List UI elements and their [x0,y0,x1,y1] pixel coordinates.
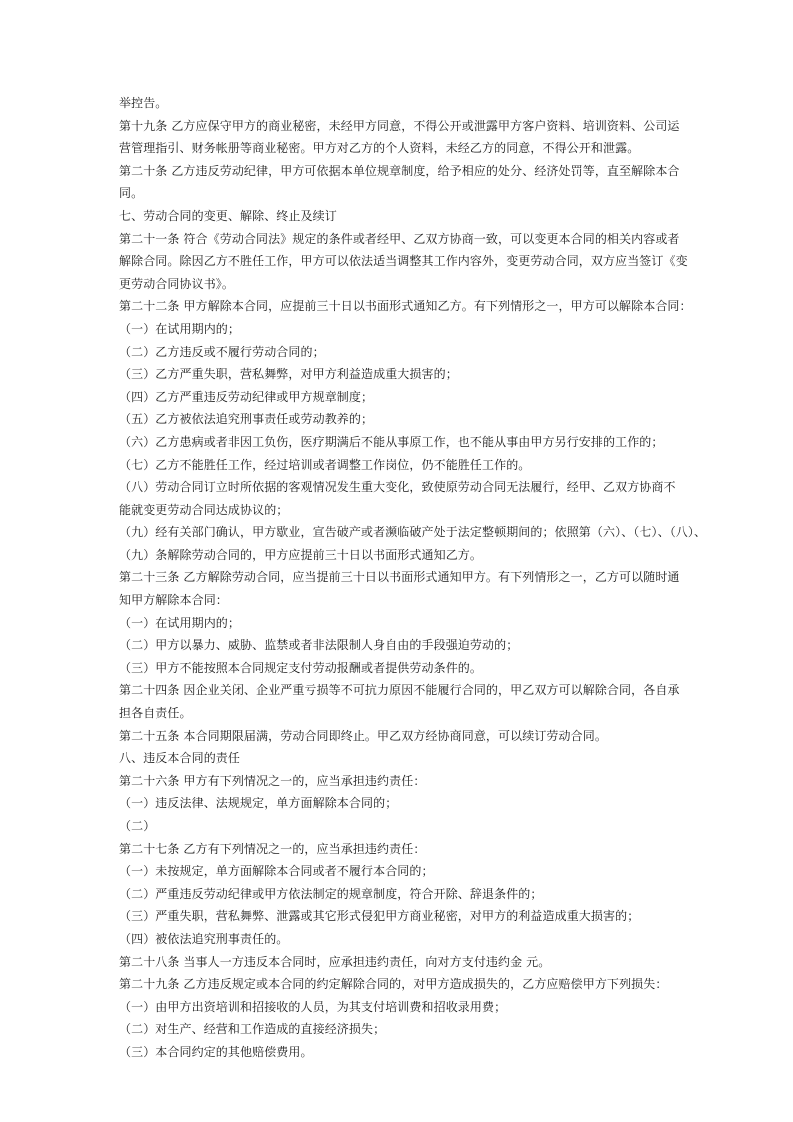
text-line: 第十九条 乙方应保守甲方的商业秘密，未经甲方同意，不得公开或泄露甲方客户资料、培训资料、公司运 [119,118,680,133]
text-line: 八、违反本合同的责任 [119,751,241,766]
text-line: 第二十七条 乙方有下列情况之一的，应当承担违约责任： [119,841,426,856]
text-line: 第二十四条 因企业关闭、企业严重亏损等不可抗力原因不能履行合同的，甲乙双方可以解除合同，各自承 [119,683,680,698]
text-line: 第二十条 乙方违反劳动纪律，甲方可依据本单位规章制度，给予相应的处分、经济处罚等，直至解除本合 [119,163,680,178]
text-line: 解除合同。除因乙方不胜任工作，甲方可以依法适当调整其工作内容外，变更劳动合同，双方应当签订《变 [119,254,688,269]
text-line: （一）在试用期内的； [119,615,241,630]
text-line: 第二十二条 甲方解除本合同，应提前三十日以书面形式通知乙方。有下列情形之一，甲方可以解除本合同： [119,299,692,314]
text-line: 更劳动合同协议书》。 [119,276,235,291]
text-line: 同。 [119,186,144,201]
text-line: （一）未按规定，单方面解除本合同或者不履行本合同的； [119,864,434,879]
text-line: （三）严重失职，营私舞弊、泄露或其它形式侵犯甲方商业秘密，对甲方的利益造成重大损害的； [119,909,640,924]
text-line: （四）乙方严重违反劳动纪律或甲方规章制度； [119,389,374,404]
text-line: 第二十六条 甲方有下列情况之一的，应当承担违约责任： [119,773,426,788]
text-line: 举控告。 [119,96,168,110]
text-line: （九）经有关部门确认，甲方歇业，宣告破产或者濒临破产处于法定整顿期间的；依照第（六）、（七）、（八）、 [119,525,707,540]
text-line: （三）本合同约定的其他赔偿费用。 [119,1044,313,1059]
text-line: （三）乙方严重失职，营私舞弊，对甲方利益造成重大损害的； [119,367,458,382]
text-line: 能就变更劳动合同达成协议的； [119,502,289,517]
text-line: （二） [119,819,156,833]
text-line: 第二十九条 乙方违反规定或本合同的约定解除合同的，对甲方造成损失的，乙方应赔偿甲方下列损失： [119,977,668,992]
text-line: （二）甲方以暴力、威胁、监禁或者非法限制人身自由的手段强迫劳动的； [119,638,519,653]
text-line: 第二十三条 乙方解除劳动合同，应当提前三十日以书面形式通知甲方。有下列情形之一，乙方可以随时通 [119,570,680,585]
text-line: （二）对生产、经营和工作造成的直接经济损失； [119,1022,386,1037]
text-line: 第二十五条 本合同期限届满，劳动合同即终止。甲乙双方经协商同意，可以续订劳动合同。 [119,728,607,743]
text-line: （四）被依法追究刑事责任的。 [119,931,289,946]
text-line: （七）乙方不能胜任工作，经过培训或者调整工作岗位，仍不能胜任工作的。 [119,457,531,472]
text-line: 营管理指引、财务帐册等商业秘密。甲方对乙方的个人资料，未经乙方的同意，不得公开和泄露。 [119,141,640,156]
text-line: （一）违反法律、法规规定，单方面解除本合同的； [119,796,398,811]
text-line: 第二十一条 符合《劳动合同法》规定的条件或者经甲、乙双方协商一致，可以变更本合同的相关内容或者 [119,231,680,246]
text-line: 七、劳动合同的变更、解除、终止及续订 [119,208,337,223]
text-line: 知甲方解除本合同： [119,593,228,608]
text-line: （五）乙方被依法追究刑事责任或劳动教养的； [119,412,374,427]
text-line: （二）乙方违反或不履行劳动合同的； [119,344,325,359]
text-line: 第二十八条 当事人一方违反本合同时，应承担违约责任，向对方支付违约金 元。 [119,954,551,969]
contract-text-body [119,92,707,1064]
text-line: （八）劳动合同订立时所依据的客观情况发生重大变化，致使原劳动合同无法履行，经甲、乙双方协商不 [119,480,676,495]
text-line: （一）在试用期内的； [119,321,241,336]
text-line: 担各自责任。 [119,706,192,721]
text-line: （三）甲方不能按照本合同规定支付劳动报酬或者提供劳动条件的。 [119,660,483,675]
text-line: （九）条解除劳动合同的，甲方应提前三十日以书面形式通知乙方。 [119,547,483,562]
text-line: （一）由甲方出资培训和招接收的人员，为其支付培训费和招收录用费； [119,999,507,1014]
text-line: （二）严重违反劳动纪律或甲方依法制定的规章制度，符合开除、辞退条件的； [119,886,543,901]
text-line: （六）乙方患病或者非因工负伤，医疗期满后不能从事原工作，也不能从事由甲方另行安排的工作的； [119,434,664,449]
